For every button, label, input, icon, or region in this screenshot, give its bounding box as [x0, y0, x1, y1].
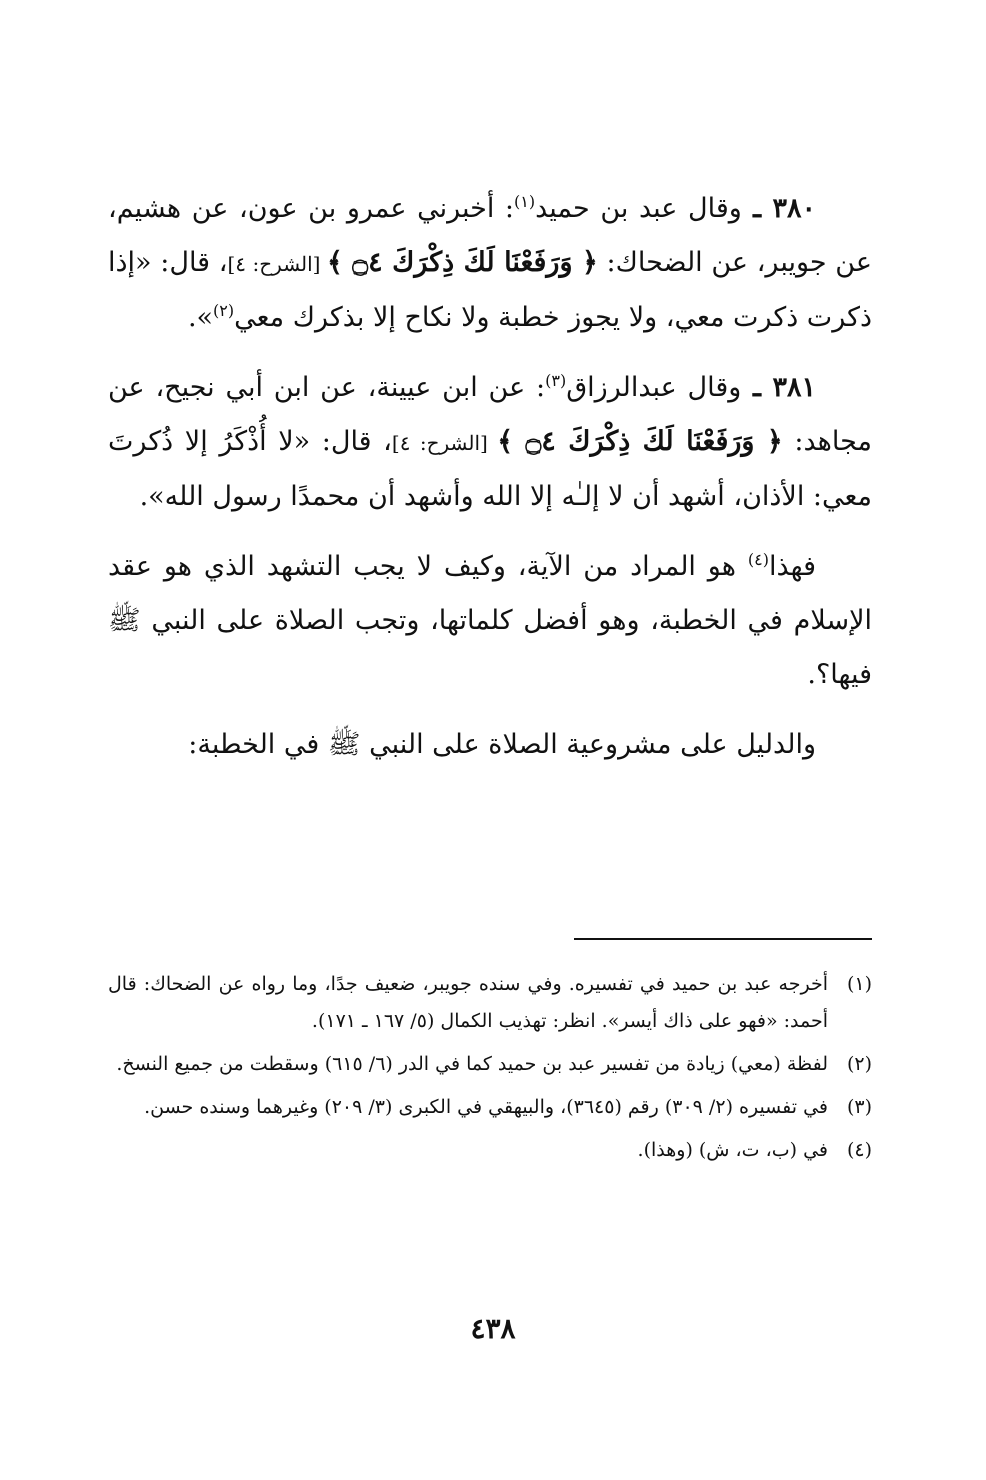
footnote-mark: (٢): [846, 1053, 872, 1075]
footnote-text: في (ب، ت، ش) (وهذا).: [637, 1139, 828, 1161]
paragraph-text: فهذا: [768, 551, 816, 582]
footnotes: [108, 966, 872, 1175]
paragraph-text: ، قال: «لا أُذْكَرُ إلا ذُكرتَ معي: الأذان، أشهد أن لا إلـٰه إلا الله وأشهد أن محمدًا رسول الله».: [108, 426, 872, 512]
footnote-text: أخرجه عبد بن حميد في تفسيره. وفي سنده جويبر، ضعيف جدًا، وما رواه عن الضحاك: قال أحمد: «فهو على ذاك أيسر». انظر: تهذيب الكمال (٥/ ١٦٧ ـ ١٧١).: [108, 973, 828, 1032]
paragraph-text: هو المراد من الآية، وكيف لا يجب التشهد الذي هو عقد الإسلام في الخطبة، وهو أفضل كلماتها، وتجب الصلاة على النبي ﷺ فيها؟.: [108, 551, 872, 690]
page-number: ٤٣٨: [470, 1312, 516, 1345]
paragraph-text: : عن ابن عيينة، عن ابن أبي نجيح، عن مجاهد:: [108, 372, 872, 457]
paragraph-commentary: [108, 540, 872, 702]
footnote-ref[interactable]: (١): [514, 192, 536, 211]
footnote-text: في تفسيره (٢/ ٣٠٩) رقم (٣٦٤٥)، والبيهقي في الكبرى (٣/ ٢٠٩) وغيرهما وسنده حسن.: [144, 1096, 828, 1118]
hadith-number: ٣٨١ ـ: [741, 372, 816, 403]
footnote-item: [108, 966, 872, 1040]
footnote-ref[interactable]: (٢): [213, 301, 235, 320]
paragraph-text: وقال عبد بن حميد: [535, 193, 742, 224]
footnote-divider: [574, 938, 872, 940]
paragraph-evidence-heading: [108, 718, 872, 772]
footnote-mark: (٤): [846, 1139, 872, 1161]
paragraph-text: والدليل على مشروعية الصلاة على النبي ﷺ في الخطبة:: [188, 729, 816, 760]
surah-reference: [الشرح: ٤]: [391, 431, 498, 455]
paragraph-text: : أخبرني عمرو بن عون، عن هشيم، عن جويبر، عن الضحاك:: [108, 193, 872, 278]
main-text: [108, 182, 872, 788]
quran-verse: ﴿ وَرَفَعْنَا لَكَ ذِكْرَكَ ۝٤ ﴾: [497, 426, 783, 457]
footnote-item: [108, 1089, 872, 1126]
paragraph-381: [108, 361, 872, 524]
paragraph-380: [108, 182, 872, 345]
footnote-item: [108, 1046, 872, 1083]
footnote-mark: (٣): [846, 1096, 872, 1118]
quran-verse: ﴿ وَرَفَعْنَا لَكَ ذِكْرَكَ ۝٤ ﴾: [326, 247, 598, 278]
hadith-number: ٣٨٠ ـ: [741, 193, 817, 224]
footnote-ref[interactable]: (٤): [747, 550, 769, 569]
footnote-item: [108, 1132, 872, 1169]
footnote-text: لفظة (معي) زيادة من تفسير عبد بن حميد كما في الدر (٦/ ٦١٥) وسقطت من جميع النسخ.: [116, 1053, 828, 1075]
surah-reference: [الشرح: ٤]: [227, 252, 327, 276]
footnote-mark: (١): [846, 973, 872, 995]
paragraph-text: ».: [187, 302, 214, 333]
paragraph-text: ، قال: «إذا ذكرت ذكرت معي، ولا يجوز خطبة ولا نكاح إلا بذكرك معي: [108, 247, 872, 333]
paragraph-text: وقال عبدالرزاق: [566, 372, 742, 403]
footnote-ref[interactable]: (٣): [545, 371, 567, 390]
